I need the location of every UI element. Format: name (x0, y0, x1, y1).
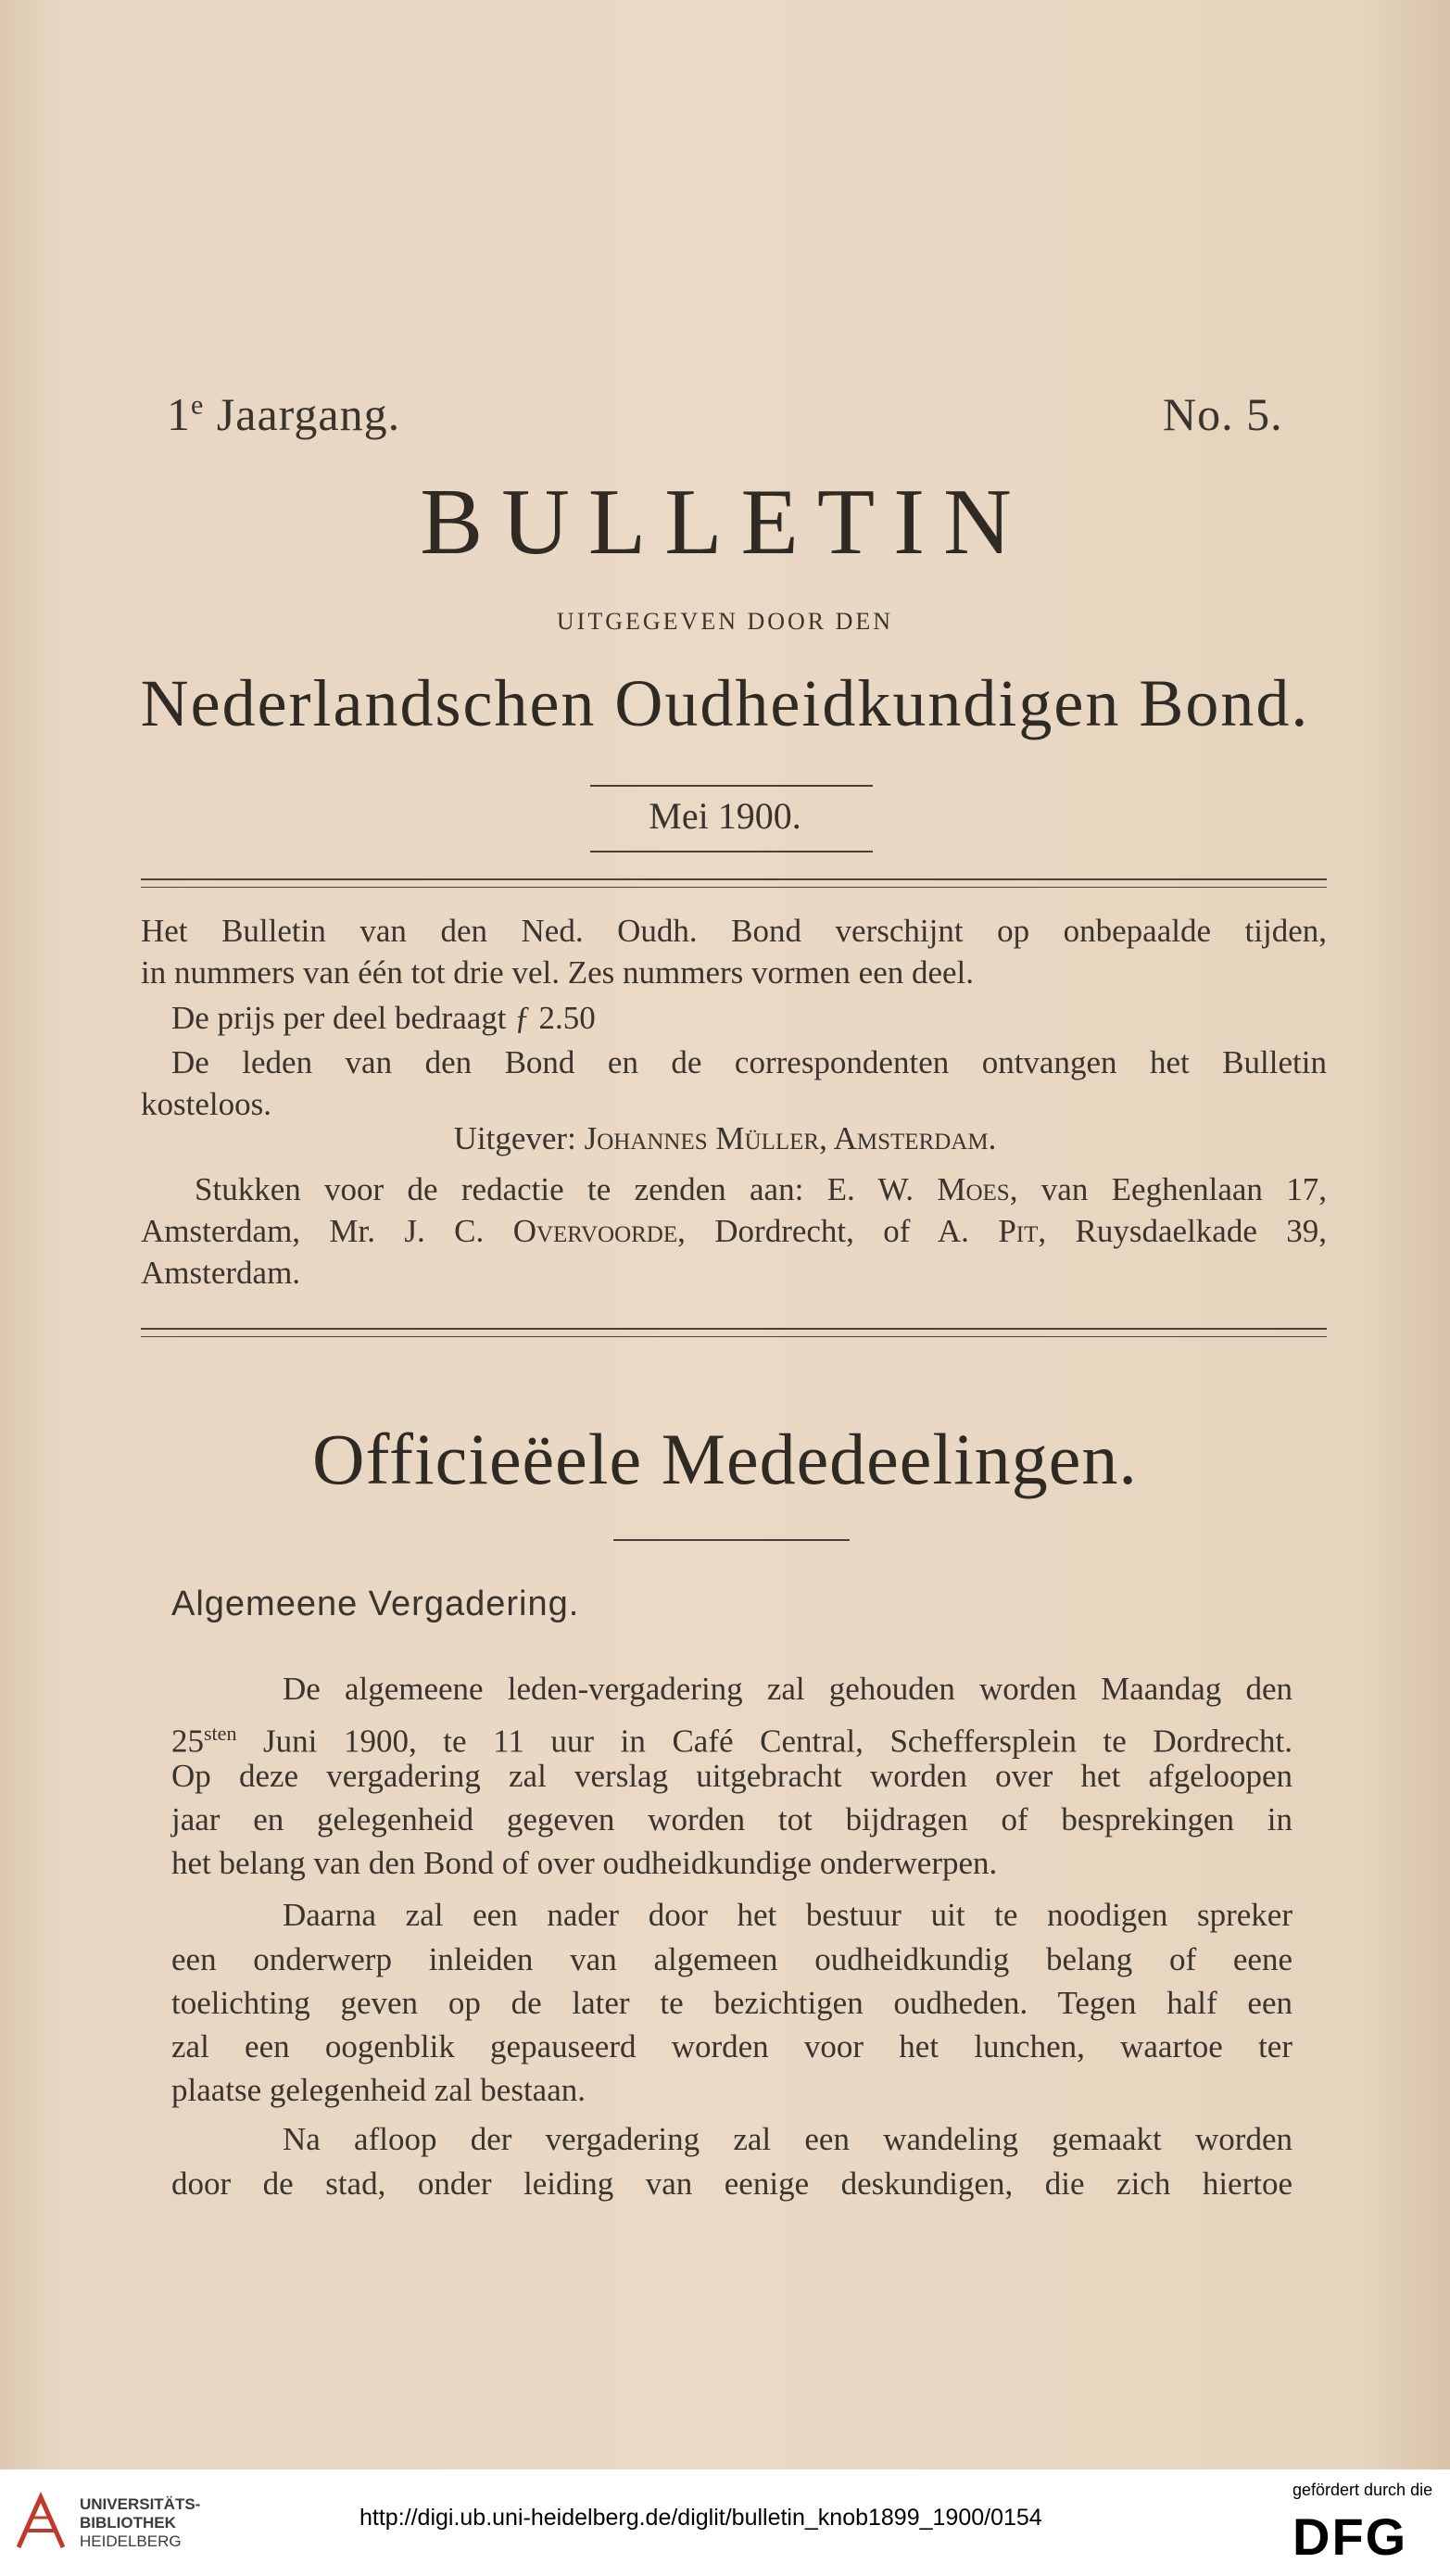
library-logo-icon (13, 2490, 69, 2555)
permalink-url[interactable]: http://digi.ub.uni-heidelberg.de/diglit/bulletin_knob1899_1900/0154 (359, 2505, 1042, 2531)
info-rule-top-2 (141, 887, 1327, 888)
info-price: De prijs per deel bedraagt ƒ 2.50 (171, 1000, 596, 1036)
date-rule-top (590, 785, 873, 787)
library-name: UNIVERSITÄTS- BIBLIOTHEK HEIDELBERG (80, 2495, 201, 2550)
section-title: Officieëele Mededeelingen. (312, 1419, 1138, 1499)
info-editors-2: Amsterdam, Mr. J. C. Overvoorde, Dordrecht, of A. Pit, Ruysdaelkade 39, (141, 1213, 1328, 1249)
publisher-line: UITGEGEVEN DOOR DEN (556, 608, 894, 635)
body-line-4: jaar en gelegenheid gegeven worden tot bijdragen of besprekingen in (171, 1801, 1292, 1837)
info-rule-bottom-2 (141, 1336, 1327, 1337)
dfg-logo[interactable]: DFG (1292, 2507, 1408, 2566)
info-editors-1: Stukken voor de redactie te zenden aan: E. W. Moes, van Eeghenlaan 17, (195, 1171, 1327, 1207)
body-line-5: het belang van den Bond of over oudheidkundige onderwerpen. (171, 1845, 998, 1881)
body-line-8: toelichting geven op de later te bezichtigen oudheden. Tegen half een (171, 1985, 1292, 2021)
subsection-title: Algemeene Vergadering. (171, 1585, 580, 1623)
issue-date: Mei 1900. (649, 795, 801, 837)
volume-label: 1e Jaargang. (167, 388, 401, 440)
info-line-4: kosteloos. (141, 1086, 271, 1122)
body-line-11: Na afloop der vergadering zal een wandeling gemaakt worden (283, 2121, 1292, 2157)
info-publisher: Uitgever: Johannes Müller, Amsterdam. (453, 1120, 997, 1156)
section-rule (613, 1539, 850, 1541)
date-rule-bottom (590, 851, 873, 852)
masthead-title: BULLETIN (420, 470, 1030, 575)
body-line-7: een onderwerp inleiden van algemeen oudheidkundig belang of eene (171, 1941, 1292, 1977)
info-line-3: De leden van den Bond en de correspondenten ontvangen het Bulletin (171, 1044, 1327, 1080)
info-rule-top-1 (141, 878, 1327, 880)
society-name: Nederlandschen Oudheidkundigen Bond. (140, 666, 1310, 740)
body-line-12: door de stad, onder leiding van eenige deskundigen, die zich hiertoe (171, 2166, 1292, 2202)
issue-number: No. 5. (1163, 388, 1283, 440)
body-line-6: Daarna zal een nader door het bestuur uit te noodigen spreker (283, 1897, 1292, 1933)
funding-note: gefördert durch die (1292, 2481, 1433, 2499)
info-line-1: Het Bulletin van den Ned. Oudh. Bond verschijnt op onbepaalde tijden, (141, 913, 1327, 949)
body-line-2: $25^{sten}$ Juni 1900, te 11 uur in Café Central, Scheffersplein te Dordrecht. (171, 1722, 1292, 1760)
body-line-1: De algemeene leden-vergadering zal gehouden worden Maandag den (283, 1671, 1292, 1707)
viewer-footer (0, 2469, 1450, 2576)
info-editors-3: Amsterdam. (141, 1255, 301, 1291)
body-line-9: zal een oogenblik gepauseerd worden voor het lunchen, waartoe ter (171, 2028, 1292, 2065)
body-line-10: plaatse gelegenheid zal bestaan. (171, 2072, 586, 2108)
info-line-2: in nummers van één tot drie vel. Zes nummers vormen een deel. (141, 954, 975, 991)
body-line-3: Op deze vergadering zal verslag uitgebracht worden over het afgeloopen (171, 1758, 1292, 1794)
info-rule-bottom-1 (141, 1328, 1327, 1330)
